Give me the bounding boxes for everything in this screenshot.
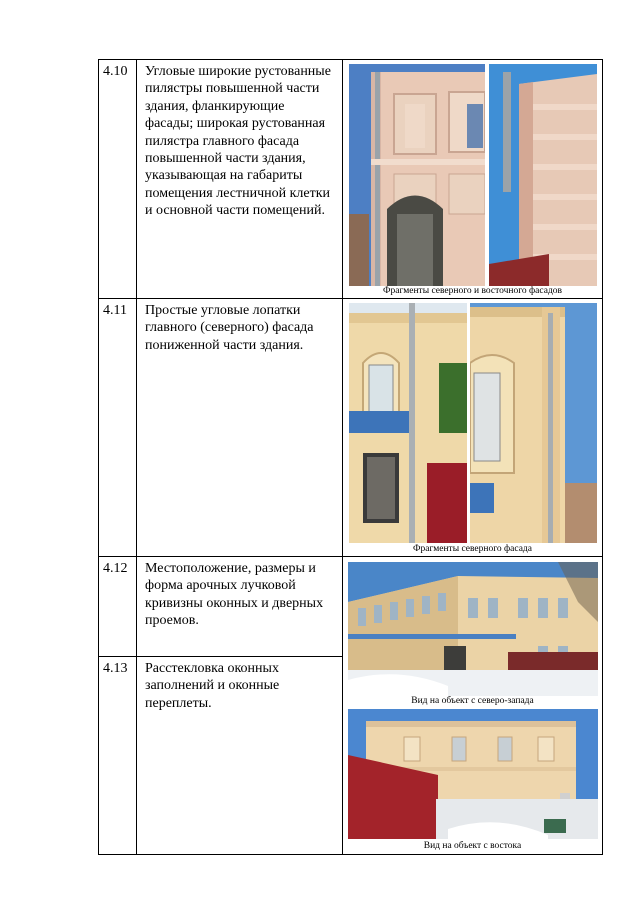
- photo-east-view: [348, 709, 598, 839]
- table-border-top: [98, 59, 603, 60]
- photo-north-facade-lopatka: [470, 303, 597, 543]
- table-border-bottom: [98, 854, 603, 855]
- table-border-right: [602, 59, 603, 855]
- row-description: Угловые широкие рустованные пилястры повышенной части здания, фланкирующие фасады; широкая рустованная пилястра главного фасада повышенной части здания, указывающая на габариты помещения лестничной клетки и основной части помещений.: [145, 64, 331, 219]
- row-number: 4.12: [103, 561, 128, 576]
- row-description: Расстекловка оконных заполнений и оконные переплеты.: [145, 661, 280, 711]
- row-number: 4.13: [103, 661, 128, 676]
- row-description: Местоположение, размеры и форма арочных лучковой кривизны оконных и дверных проемов.: [145, 561, 324, 629]
- column-divider-2: [342, 59, 343, 855]
- column-divider-1: [136, 59, 137, 855]
- row-number: 4.11: [103, 303, 127, 318]
- row-divider-2: [98, 556, 603, 557]
- photo-caption: Вид на объект с северо-запада: [411, 696, 534, 706]
- row-divider-3: [98, 656, 343, 657]
- photo-north-facade-corner: [349, 303, 467, 543]
- row-description: Простые угловые лопатки главного (северного) фасада пониженной части здания.: [145, 303, 314, 353]
- photo-caption: Фрагменты северного и восточного фасадов: [382, 286, 563, 296]
- table-border-left: [98, 59, 99, 855]
- row-number: 4.10: [103, 64, 128, 79]
- photo-east-facade-pilaster: [489, 64, 597, 286]
- photo-caption: Вид на объект с востока: [423, 841, 522, 851]
- attributes-table: [98, 59, 603, 855]
- row-divider-1: [98, 298, 603, 299]
- photo-caption: Фрагменты северного фасада: [412, 544, 532, 554]
- photo-north-facade-pilaster: [349, 64, 485, 286]
- photo-northwest-view: [348, 562, 598, 696]
